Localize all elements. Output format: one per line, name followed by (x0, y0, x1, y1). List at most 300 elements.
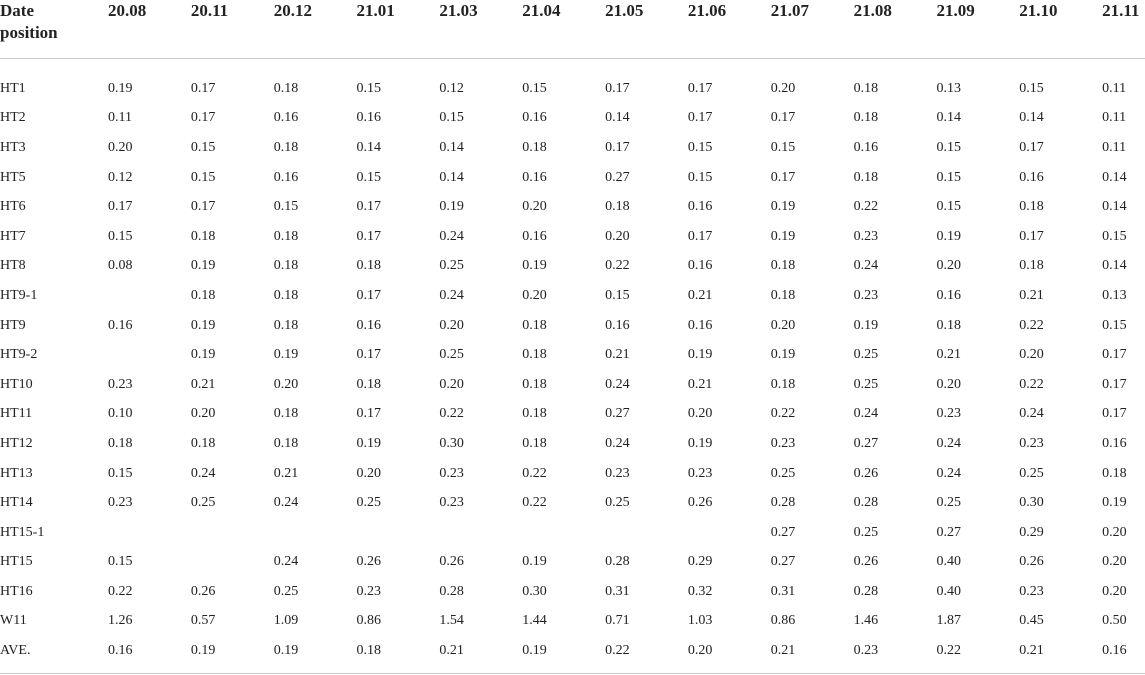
table-cell: 0.15 (687, 169, 713, 185)
table-cell: 0.10 (108, 406, 133, 422)
table-cell: 0.21 (273, 465, 299, 481)
table-cell: 0.15 (108, 465, 133, 481)
table-cell: 0.24 (190, 465, 216, 481)
column-header: 20.08 (108, 0, 191, 59)
table-cell: 0.40 (936, 583, 961, 599)
table-cell: 0.17 (190, 199, 216, 215)
table-cell: 0.19 (522, 643, 547, 659)
table-cell: 0.16 (108, 317, 133, 333)
row-label: W11 (0, 613, 27, 629)
table-cell: 0.25 (1019, 465, 1044, 481)
table-cell: 0.16 (687, 317, 713, 333)
table-cell: 0.15 (1102, 317, 1127, 333)
table-row (0, 577, 1145, 607)
table-cell: 0.19 (853, 317, 879, 333)
table-cell: 0.14 (1019, 110, 1044, 126)
table-cell: 0.19 (356, 435, 382, 451)
table-cell: 0.15 (439, 110, 464, 126)
table-cell: 0.26 (439, 554, 464, 570)
table-cell: 0.17 (356, 406, 382, 422)
column-header: 21.03 (439, 0, 522, 59)
table-cell: 0.14 (1102, 169, 1127, 185)
row-label: HT9 (0, 317, 26, 333)
row-label: HT10 (0, 376, 33, 392)
table-cell: 0.20 (190, 406, 216, 422)
table-cell: 0.22 (853, 199, 879, 215)
table-cell: 0.15 (770, 139, 796, 155)
row-label: HT3 (0, 139, 26, 155)
table-cell: 0.17 (687, 80, 713, 96)
table-cell: 0.24 (439, 287, 464, 303)
table-cell (274, 518, 357, 548)
table-cell: 0.17 (1102, 406, 1127, 422)
table-cell: 0.18 (853, 110, 879, 126)
table-row (0, 311, 1145, 341)
table-cell: 0.24 (936, 435, 961, 451)
table-cell: 0.19 (936, 228, 961, 244)
table-cell: 0.27 (605, 406, 630, 422)
table-cell: 0.23 (356, 583, 382, 599)
table-cell: 0.18 (108, 435, 133, 451)
table-cell (191, 518, 274, 548)
table-cell: 0.32 (687, 583, 713, 599)
table-cell: 0.16 (1102, 435, 1127, 451)
table-row (0, 252, 1145, 282)
table-cell: 1.87 (936, 613, 961, 629)
table-cell: 0.19 (522, 258, 547, 274)
table-cell: 1.09 (273, 613, 299, 629)
table-row (0, 104, 1145, 134)
table-cell: 1.54 (439, 613, 464, 629)
table-cell: 0.16 (522, 110, 547, 126)
table-cell: 0.31 (770, 583, 796, 599)
table-cell: 0.18 (522, 347, 547, 363)
table-cell: 0.28 (853, 495, 879, 511)
table-cell: 0.17 (108, 199, 133, 215)
table-cell: 0.15 (190, 169, 216, 185)
table-cell: 0.24 (605, 376, 630, 392)
table-cell: 0.16 (522, 228, 547, 244)
table-cell: 0.15 (108, 228, 133, 244)
table-row (0, 192, 1145, 222)
table-cell: 0.18 (273, 287, 299, 303)
table-cell: 0.45 (1019, 613, 1044, 629)
table-cell (108, 281, 191, 311)
table-cell: 0.17 (1019, 228, 1044, 244)
table-cell (357, 518, 440, 548)
table-cell: 0.19 (687, 435, 713, 451)
table-cell: 1.44 (522, 613, 547, 629)
table-cell: 0.27 (853, 435, 879, 451)
table-cell (108, 340, 191, 370)
row-label: HT14 (0, 495, 33, 511)
table-cell: 0.23 (439, 465, 464, 481)
table-cell: 0.50 (1102, 613, 1127, 629)
table-cell: 0.17 (190, 110, 216, 126)
row-label: HT5 (0, 169, 26, 185)
table-cell: 0.21 (687, 376, 713, 392)
table-cell: 0.25 (770, 465, 796, 481)
table-cell: 0.25 (439, 258, 464, 274)
table-cell: 0.16 (273, 169, 299, 185)
table-cell: 0.22 (522, 495, 547, 511)
table-cell: 0.20 (439, 376, 464, 392)
table-cell (108, 518, 191, 548)
table-cell: 0.17 (356, 347, 382, 363)
table-cell: 0.25 (439, 347, 464, 363)
table-header (0, 0, 1145, 59)
table-cell: 0.17 (356, 228, 382, 244)
row-label: HT6 (0, 199, 26, 215)
table-cell: 0.27 (770, 524, 796, 540)
table-cell: 0.18 (273, 258, 299, 274)
column-header: 21.05 (605, 0, 688, 59)
table-cell: 0.19 (273, 643, 299, 659)
table-row (0, 548, 1145, 578)
table-cell: 0.16 (356, 317, 382, 333)
table-cell: 0.18 (853, 169, 879, 185)
table-cell: 0.18 (273, 435, 299, 451)
table-cell: 0.16 (687, 199, 713, 215)
table-cell: 0.18 (273, 228, 299, 244)
table-row (0, 163, 1145, 193)
table-row (0, 518, 1145, 548)
table-cell: 0.14 (605, 110, 630, 126)
table-cell: 0.30 (439, 435, 464, 451)
table-cell: 0.18 (190, 228, 216, 244)
table-cell: 1.46 (853, 613, 879, 629)
table-cell: 0.86 (770, 613, 796, 629)
table-cell: 0.18 (190, 287, 216, 303)
table-cell: 0.11 (108, 110, 132, 126)
column-header: 21.11 (1102, 0, 1145, 59)
table-cell: 0.15 (936, 199, 961, 215)
table-cell: 0.22 (439, 406, 464, 422)
table-cell: 0.21 (936, 347, 961, 363)
table-cell: 0.16 (273, 110, 299, 126)
table-row (0, 370, 1145, 400)
table-cell: 0.15 (1102, 228, 1127, 244)
table-cell: 0.24 (1019, 406, 1044, 422)
table-cell: 0.18 (356, 643, 382, 659)
table-cell: 0.29 (687, 554, 713, 570)
table-cell: 0.19 (687, 347, 713, 363)
table-cell: 0.29 (1019, 524, 1044, 540)
table-cell: 0.19 (1102, 495, 1127, 511)
row-label: AVE. (0, 643, 31, 659)
table-cell: 0.23 (770, 435, 796, 451)
header-row (0, 0, 1145, 59)
table-cell: 0.28 (770, 495, 796, 511)
table-cell: 0.20 (108, 139, 133, 155)
table-cell: 0.71 (605, 613, 630, 629)
table-cell: 0.15 (356, 169, 382, 185)
table-cell: 0.15 (108, 554, 133, 570)
table-cell (605, 518, 688, 548)
table-cell: 0.17 (605, 80, 630, 96)
row-label: HT16 (0, 583, 33, 599)
row-label: HT8 (0, 258, 26, 274)
column-header: 21.09 (936, 0, 1019, 59)
table-cell: 0.26 (1019, 554, 1044, 570)
table-cell: 0.18 (522, 139, 547, 155)
table-cell: 0.20 (1102, 583, 1127, 599)
table-cell: 0.15 (273, 199, 299, 215)
table-cell (522, 518, 605, 548)
table-cell: 0.30 (1019, 495, 1044, 511)
column-header: 21.04 (522, 0, 605, 59)
table-cell: 0.19 (273, 347, 299, 363)
table-cell: 0.15 (356, 80, 382, 96)
table-cell: 0.23 (108, 376, 133, 392)
table-cell: 0.25 (190, 495, 216, 511)
table-cell: 0.18 (605, 199, 630, 215)
table-cell: 0.18 (853, 80, 879, 96)
table-cell: 0.25 (605, 495, 630, 511)
table-cell: 0.22 (605, 643, 630, 659)
table-cell: 0.20 (273, 376, 299, 392)
table-cell: 0.22 (1019, 376, 1044, 392)
table-cell: 0.16 (1102, 643, 1127, 659)
table-cell: 0.26 (190, 583, 216, 599)
table-cell: 0.18 (356, 376, 382, 392)
table-cell: 0.13 (936, 80, 961, 96)
table-cell: 0.22 (1019, 317, 1044, 333)
column-header: 20.11 (191, 0, 274, 59)
table-cell: 0.21 (439, 643, 464, 659)
table-cell: 0.57 (190, 613, 216, 629)
table-cell: 0.18 (273, 317, 299, 333)
table-cell (439, 518, 522, 548)
table-cell: 0.15 (522, 80, 547, 96)
table-cell: 0.24 (936, 465, 961, 481)
table-cell: 0.23 (853, 287, 879, 303)
table-cell: 0.16 (687, 258, 713, 274)
table-cell: 0.20 (356, 465, 382, 481)
table-cell: 0.15 (936, 169, 961, 185)
table-cell: 0.17 (770, 110, 796, 126)
row-label: HT15 (0, 554, 33, 570)
table-cell: 0.30 (522, 583, 547, 599)
table-body (0, 59, 1145, 666)
table-cell (191, 548, 274, 578)
table-cell: 0.19 (190, 258, 216, 274)
table-cell: 0.21 (687, 287, 713, 303)
table-cell: 0.18 (522, 435, 547, 451)
table-cell: 0.18 (273, 406, 299, 422)
table-cell: 0.25 (356, 495, 382, 511)
row-label: HT9-1 (0, 287, 38, 303)
table-row (0, 133, 1145, 163)
table-cell: 0.17 (687, 110, 713, 126)
table-cell: 0.17 (770, 169, 796, 185)
table-cell: 0.23 (439, 495, 464, 511)
table-cell: 0.24 (853, 258, 879, 274)
table-cell: 0.20 (770, 80, 796, 96)
column-header: 20.12 (274, 0, 357, 59)
table-cell: 0.24 (605, 435, 630, 451)
table-cell: 0.20 (522, 199, 547, 215)
table-cell: 0.24 (273, 554, 299, 570)
table-cell: 0.15 (687, 139, 713, 155)
table-cell: 0.25 (273, 583, 299, 599)
table-cell: 0.15 (190, 139, 216, 155)
table-cell: 0.17 (687, 228, 713, 244)
table-cell: 0.21 (1019, 287, 1044, 303)
table-cell: 0.17 (356, 287, 382, 303)
table-cell: 0.23 (936, 406, 961, 422)
row-label: HT11 (0, 406, 33, 422)
table-cell: 0.17 (1102, 347, 1127, 363)
table-cell: 0.23 (1019, 583, 1044, 599)
table-cell: 0.18 (770, 287, 796, 303)
table-cell: 0.23 (853, 228, 879, 244)
table-cell: 0.18 (936, 317, 961, 333)
table-cell (688, 518, 771, 548)
table-cell: 0.18 (522, 376, 547, 392)
table-cell: 1.03 (687, 613, 713, 629)
table-cell: 0.18 (770, 258, 796, 274)
table-cell: 0.22 (770, 406, 796, 422)
table-cell: 0.13 (1102, 287, 1127, 303)
column-header: 21.07 (771, 0, 854, 59)
table-cell: 0.18 (1019, 258, 1044, 274)
table-cell: 0.26 (356, 554, 382, 570)
table-row (0, 340, 1145, 370)
table-cell: 0.12 (439, 80, 464, 96)
table-cell: 0.27 (770, 554, 796, 570)
table-cell: 0.23 (108, 495, 133, 511)
table-cell: 0.23 (687, 465, 713, 481)
table-cell: 0.21 (770, 643, 796, 659)
table-cell: 0.26 (687, 495, 713, 511)
table-cell: 0.28 (853, 583, 879, 599)
column-header: 21.08 (854, 0, 937, 59)
table-cell: 0.23 (605, 465, 630, 481)
table-cell: 0.16 (356, 110, 382, 126)
table-cell: 0.12 (108, 169, 133, 185)
table-row (0, 400, 1145, 430)
table-cell: 0.11 (1102, 110, 1127, 126)
table-row (0, 222, 1145, 252)
table-cell: 0.19 (190, 643, 216, 659)
table-cell: 0.19 (190, 317, 216, 333)
table-cell: 0.20 (1102, 554, 1127, 570)
table-cell: 0.08 (108, 258, 133, 274)
column-header: 21.06 (688, 0, 771, 59)
table-cell: 0.28 (605, 554, 630, 570)
table-cell: 0.86 (356, 613, 382, 629)
table-cell: 0.24 (853, 406, 879, 422)
corner-header-line-2: position (0, 23, 58, 42)
table-cell: 0.16 (1019, 169, 1044, 185)
table-cell: 0.21 (190, 376, 216, 392)
table-cell: 0.20 (936, 376, 961, 392)
table-row (0, 74, 1145, 104)
column-header: 21.10 (1019, 0, 1102, 59)
table-cell: 0.17 (605, 139, 630, 155)
bottom-rule (0, 673, 1145, 674)
table-cell: 0.18 (273, 80, 299, 96)
table-row (0, 459, 1145, 489)
table-cell: 0.18 (1019, 199, 1044, 215)
table-cell: 0.15 (605, 287, 630, 303)
table-cell: 0.20 (522, 287, 547, 303)
table-cell: 0.20 (687, 406, 713, 422)
table-cell: 0.24 (439, 228, 464, 244)
table-cell: 0.14 (1102, 258, 1127, 274)
corner-header-line-1: Date (0, 1, 34, 20)
table-cell: 0.21 (605, 347, 630, 363)
table-cell: 0.22 (108, 583, 133, 599)
table-row (0, 636, 1145, 666)
row-label: HT13 (0, 465, 33, 481)
table-row (0, 488, 1145, 518)
table-cell: 0.16 (522, 169, 547, 185)
table-cell: 0.26 (853, 465, 879, 481)
row-label: HT7 (0, 228, 26, 244)
table-cell: 0.23 (1019, 435, 1044, 451)
table-cell: 0.19 (770, 347, 796, 363)
table-cell: 0.22 (522, 465, 547, 481)
table-cell: 0.11 (1102, 139, 1127, 155)
row-label: HT2 (0, 110, 26, 126)
table-cell: 0.20 (439, 317, 464, 333)
table-cell: 0.25 (853, 524, 879, 540)
table-cell: 0.18 (522, 317, 547, 333)
table-cell: 0.14 (936, 110, 961, 126)
table-cell: 0.11 (1102, 80, 1127, 96)
row-label: HT1 (0, 80, 26, 96)
table-cell: 0.14 (1102, 199, 1127, 215)
corner-header (0, 0, 108, 59)
table-cell: 0.25 (853, 376, 879, 392)
table-cell: 0.18 (522, 406, 547, 422)
table-cell: 0.20 (1019, 347, 1044, 363)
table-cell: 0.14 (439, 169, 464, 185)
table-cell: 0.16 (853, 139, 879, 155)
table-cell: 0.27 (936, 524, 961, 540)
table-cell: 0.16 (108, 643, 133, 659)
header-spacer (0, 59, 1145, 75)
table-cell: 0.21 (1019, 643, 1044, 659)
table-cell: 0.18 (356, 258, 382, 274)
row-label: HT12 (0, 435, 33, 451)
table-cell: 0.16 (936, 287, 961, 303)
table-cell: 0.19 (108, 80, 133, 96)
row-label: HT9-2 (0, 347, 38, 363)
table-cell: 0.28 (439, 583, 464, 599)
table-cell: 0.14 (356, 139, 382, 155)
table-cell: 0.19 (770, 228, 796, 244)
table-cell: 0.25 (936, 495, 961, 511)
table-cell: 0.19 (770, 199, 796, 215)
table-row (0, 607, 1145, 637)
table-cell: 0.18 (273, 139, 299, 155)
table-cell: 0.17 (1102, 376, 1127, 392)
table-cell: 0.18 (1102, 465, 1127, 481)
table-cell: 0.14 (439, 139, 464, 155)
table-cell: 0.20 (1102, 524, 1127, 540)
table-cell: 0.19 (190, 347, 216, 363)
row-label: HT15-1 (0, 524, 45, 540)
table-cell: 0.18 (190, 435, 216, 451)
table-cell: 0.16 (605, 317, 630, 333)
table-cell: 0.20 (770, 317, 796, 333)
table-cell: 0.24 (273, 495, 299, 511)
table-cell: 0.15 (936, 139, 961, 155)
table-cell: 0.40 (936, 554, 961, 570)
